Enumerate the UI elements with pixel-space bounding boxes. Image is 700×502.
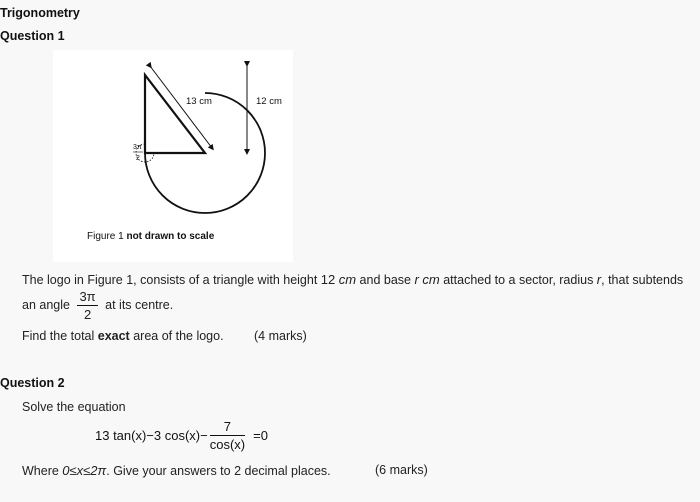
q2-marks: (6 marks) [375,463,428,477]
hypotenuse-label: 13 cm [186,96,212,107]
figure-caption [87,231,215,242]
q1-line2: an angle $\frac{3\pi}{2}$ at its centre. [22,289,174,322]
q2-instruction: Solve the equation [22,400,126,414]
caption-prefix: Figure 1 [87,231,124,242]
figure-1 [53,50,293,262]
triangle-shape [145,75,205,153]
hypotenuse-arrow [150,66,212,148]
q2-equation: 13 tan(x)−3 cos(x)− $\frac{7}{\cos(x)}$ =0 [95,419,268,452]
question-1-heading: Question 1 [0,29,65,43]
q1-find: Find the total exact area of the logo. [22,329,224,343]
q1-marks: (4 marks) [254,329,307,343]
question-2-heading: Question 2 [0,376,65,390]
logo-diagram [53,50,293,262]
section-title: Trigonometry [0,6,80,20]
angle-label-num: 3π [133,144,142,151]
q2-where: Where 0≤x≤2π. Give your answers to 2 decimal places. [22,463,331,478]
caption-bold: not drawn to scale [126,231,215,242]
angle-label-den: 2 [136,155,140,162]
q1-line1: The logo in Figure 1, consists of a triangle with height 12 cm and base r cm attached to a sector, radius r, that subtends [22,272,684,287]
height-label: 12 cm [256,96,282,107]
angle-fraction: $\frac{3\pi}{2}$ [79,289,96,322]
